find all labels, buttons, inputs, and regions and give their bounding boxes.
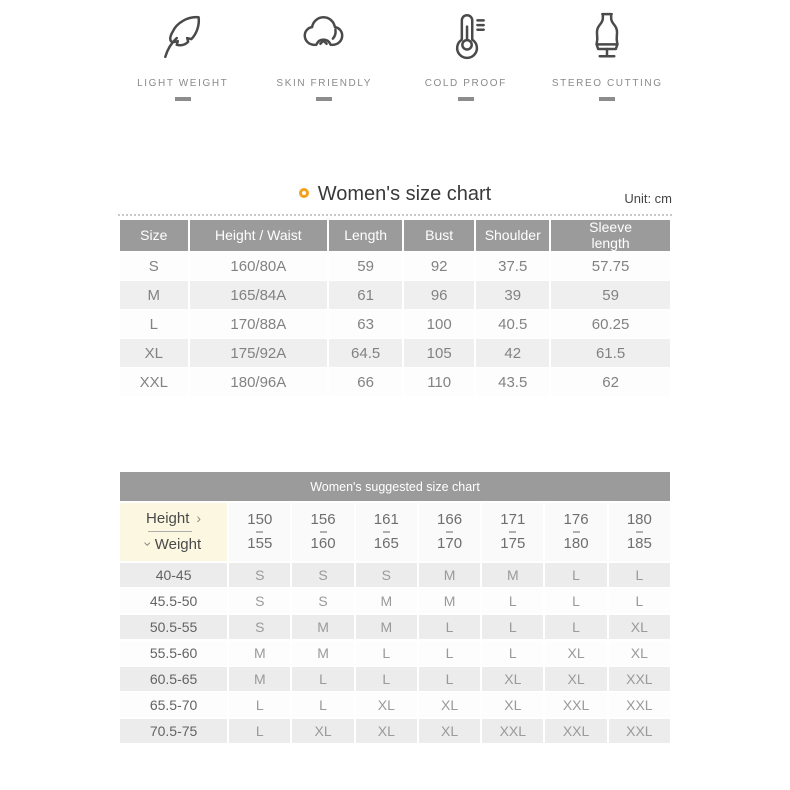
height-weight-corner-cell xyxy=(120,503,227,561)
table-row xyxy=(120,693,670,717)
height-range xyxy=(545,512,606,553)
measure-cell: 66 xyxy=(329,368,402,396)
range-max: 175 xyxy=(500,535,526,552)
size-value-cell: XXL xyxy=(545,719,606,743)
size-value-cell: L xyxy=(229,719,290,743)
range-min: 171 xyxy=(500,510,526,528)
measure-cell: 64.5 xyxy=(329,339,402,367)
size-value-cell: M xyxy=(292,641,353,665)
range-max: 165 xyxy=(373,535,399,552)
table-row xyxy=(120,310,670,338)
column-header: Size xyxy=(120,220,188,251)
feature-label: SKIN FRIENDLY xyxy=(276,78,373,89)
weight-label-text: Weight xyxy=(154,536,202,553)
table-row xyxy=(120,563,670,587)
measure-cell: 61.5 xyxy=(551,339,670,367)
size-value-cell: M xyxy=(419,563,480,587)
size-value-cell: L xyxy=(545,563,606,587)
size-value-cell: L xyxy=(482,589,543,613)
size-value-cell: S xyxy=(292,563,353,587)
size-value-cell: XL xyxy=(609,615,670,639)
thermometer-icon xyxy=(440,8,492,64)
suggested-title: Women's suggested size chart xyxy=(120,472,670,501)
unit-label: Unit: cm xyxy=(624,191,672,206)
size-value-cell: L xyxy=(482,615,543,639)
corner-inner xyxy=(140,510,202,553)
size-value-cell: S xyxy=(229,589,290,613)
feature-light-weight xyxy=(112,8,254,101)
measure-cell: 180/96A xyxy=(190,368,328,396)
measure-cell: 63 xyxy=(329,310,402,338)
size-table-header-row xyxy=(120,220,670,251)
chevron-right-icon: › xyxy=(196,510,202,526)
size-value-cell: M xyxy=(482,563,543,587)
size-value-cell: L xyxy=(419,667,480,691)
column-header: Height / Waist xyxy=(190,220,328,251)
measure-cell: 160/80A xyxy=(190,252,328,280)
feature-skin-friendly xyxy=(254,8,396,101)
size-value-cell: XL xyxy=(545,641,606,665)
axis-header-row xyxy=(120,503,670,561)
range-dash xyxy=(636,531,643,533)
measure-cell: 42 xyxy=(476,339,549,367)
range-min: 166 xyxy=(437,510,463,528)
measure-cell: 57.75 xyxy=(551,252,670,280)
measure-cell: 110 xyxy=(404,368,474,396)
range-max: 155 xyxy=(247,535,273,552)
table-row xyxy=(120,667,670,691)
range-min: 156 xyxy=(310,510,336,528)
size-value-cell: L xyxy=(609,563,670,587)
size-value-cell: XXL xyxy=(545,693,606,717)
chevron-down-icon: › xyxy=(140,541,157,547)
height-range xyxy=(292,512,353,553)
feature-label: LIGHT WEIGHT xyxy=(137,78,229,89)
range-dash xyxy=(256,531,263,533)
feature-stereo-cutting xyxy=(537,8,679,101)
measure-cell: 105 xyxy=(404,339,474,367)
size-value-cell: L xyxy=(356,667,417,691)
suggested-table-wrapper xyxy=(118,470,672,745)
weight-range-cell: 50.5-55 xyxy=(120,615,227,639)
size-value-cell: M xyxy=(292,615,353,639)
column-header: Sleeve length xyxy=(551,220,670,251)
size-value-cell: S xyxy=(356,563,417,587)
table-row xyxy=(120,615,670,639)
weight-range-cell: 45.5-50 xyxy=(120,589,227,613)
size-label-cell: M xyxy=(120,281,188,309)
range-dash xyxy=(446,531,453,533)
column-header: Bust xyxy=(404,220,474,251)
range-dash xyxy=(320,531,327,533)
range-dash xyxy=(383,531,390,533)
size-label-cell: S xyxy=(120,252,188,280)
size-value-cell: L xyxy=(482,641,543,665)
size-value-cell: XL xyxy=(356,719,417,743)
table-row xyxy=(120,339,670,367)
measure-cell: 43.5 xyxy=(476,368,549,396)
range-max: 180 xyxy=(563,535,589,552)
size-value-cell: S xyxy=(229,563,290,587)
cotton-icon xyxy=(298,8,350,64)
size-value-cell: XL xyxy=(419,693,480,717)
suggested-table-head xyxy=(120,472,670,561)
size-value-cell: M xyxy=(419,589,480,613)
measure-cell: 60.25 xyxy=(551,310,670,338)
measure-cell: 170/88A xyxy=(190,310,328,338)
feature-label: STEREO CUTTING xyxy=(551,78,663,89)
size-label-cell: L xyxy=(120,310,188,338)
feather-icon xyxy=(157,8,209,64)
table-row xyxy=(120,368,670,396)
size-value-cell: XL xyxy=(482,667,543,691)
size-value-cell: L xyxy=(229,693,290,717)
feature-cold-proof xyxy=(395,8,537,101)
range-min: 180 xyxy=(626,510,652,528)
size-chart-heading xyxy=(118,183,672,207)
range-min: 176 xyxy=(563,510,589,528)
size-value-cell: XL xyxy=(419,719,480,743)
height-range-cell xyxy=(609,503,670,561)
measure-cell: 61 xyxy=(329,281,402,309)
measure-cell: 100 xyxy=(404,310,474,338)
measure-cell: 39 xyxy=(476,281,549,309)
weight-range-cell: 40-45 xyxy=(120,563,227,587)
measure-cell: 59 xyxy=(329,252,402,280)
height-label-text: Height xyxy=(146,510,190,527)
height-range xyxy=(356,512,417,553)
table-row xyxy=(120,252,670,280)
weight-axis-label xyxy=(140,536,202,553)
measure-cell: 165/84A xyxy=(190,281,328,309)
height-range xyxy=(482,512,543,553)
label-underline-dash xyxy=(316,97,332,101)
height-range-cell xyxy=(419,503,480,561)
measure-cell: 175/92A xyxy=(190,339,328,367)
column-header: Shoulder xyxy=(476,220,549,251)
size-label-cell: XL xyxy=(120,339,188,367)
height-range-cell xyxy=(292,503,353,561)
size-value-cell: XL xyxy=(482,693,543,717)
range-dash xyxy=(509,531,516,533)
weight-range-cell: 65.5-70 xyxy=(120,693,227,717)
size-value-cell: M xyxy=(356,589,417,613)
suggested-table-body xyxy=(120,563,670,743)
range-max: 160 xyxy=(310,535,336,552)
size-value-cell: L xyxy=(419,615,480,639)
range-min: 150 xyxy=(247,510,273,528)
size-value-cell: L xyxy=(356,641,417,665)
size-value-cell: XXL xyxy=(609,667,670,691)
measure-cell: 59 xyxy=(551,281,670,309)
height-axis-label xyxy=(146,510,201,527)
range-min: 161 xyxy=(373,510,399,528)
orange-ring-bullet-icon xyxy=(299,188,309,198)
size-value-cell: S xyxy=(292,589,353,613)
height-range xyxy=(419,512,480,553)
label-underline-dash xyxy=(175,97,191,101)
table-row xyxy=(120,719,670,743)
size-value-cell: L xyxy=(292,693,353,717)
table-row xyxy=(120,589,670,613)
size-value-cell: XXL xyxy=(482,719,543,743)
suggested-size-table xyxy=(118,470,672,745)
mannequin-icon xyxy=(581,8,633,64)
weight-range-cell: 70.5-75 xyxy=(120,719,227,743)
size-table-body xyxy=(120,252,670,396)
table-row xyxy=(120,281,670,309)
section-title: Women's size chart xyxy=(317,183,492,205)
height-range xyxy=(609,512,670,553)
height-range-cell xyxy=(482,503,543,561)
size-value-cell: L xyxy=(545,589,606,613)
size-value-cell: M xyxy=(229,641,290,665)
range-dash xyxy=(573,531,580,533)
size-value-cell: XXL xyxy=(609,719,670,743)
size-value-cell: S xyxy=(229,615,290,639)
size-value-cell: L xyxy=(419,641,480,665)
measure-cell: 62 xyxy=(551,368,670,396)
feature-label: COLD PROOF xyxy=(424,78,507,89)
size-value-cell: XXL xyxy=(609,693,670,717)
size-value-cell: L xyxy=(292,667,353,691)
measure-cell: 96 xyxy=(404,281,474,309)
size-value-cell: XL xyxy=(609,641,670,665)
size-value-cell: XL xyxy=(545,667,606,691)
size-value-cell: L xyxy=(545,615,606,639)
size-value-cell: XL xyxy=(356,693,417,717)
size-label-cell: XXL xyxy=(120,368,188,396)
label-underline-dash xyxy=(458,97,474,101)
range-max: 170 xyxy=(437,535,463,552)
weight-range-cell: 55.5-60 xyxy=(120,641,227,665)
measure-cell: 37.5 xyxy=(476,252,549,280)
feature-icons-row xyxy=(112,0,678,101)
height-range-cell xyxy=(229,503,290,561)
suggested-title-row xyxy=(120,472,670,501)
column-header: Length xyxy=(329,220,402,251)
size-table-wrapper xyxy=(118,214,672,397)
height-range xyxy=(229,512,290,553)
size-table-head xyxy=(120,220,670,251)
size-value-cell: L xyxy=(609,589,670,613)
size-value-cell: XL xyxy=(292,719,353,743)
size-value-cell: M xyxy=(356,615,417,639)
height-range-cell xyxy=(545,503,606,561)
weight-range-cell: 60.5-65 xyxy=(120,667,227,691)
height-range-cell xyxy=(356,503,417,561)
measure-cell: 40.5 xyxy=(476,310,549,338)
table-row xyxy=(120,641,670,665)
corner-divider-line xyxy=(148,531,192,532)
size-value-cell: M xyxy=(229,667,290,691)
womens-size-table xyxy=(118,219,672,397)
measure-cell: 92 xyxy=(404,252,474,280)
range-max: 185 xyxy=(626,535,652,552)
label-underline-dash xyxy=(599,97,615,101)
